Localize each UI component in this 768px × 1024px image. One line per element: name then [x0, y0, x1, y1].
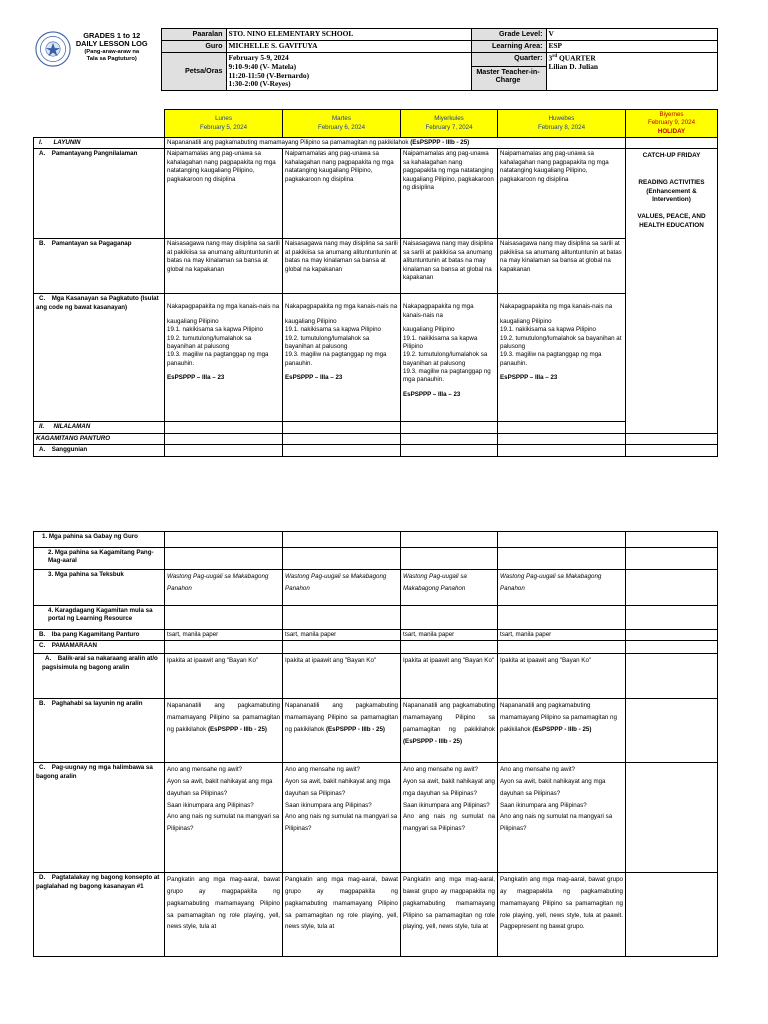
quarter-label: Quarter: — [471, 52, 546, 66]
c-tue: Nakapagpapakita ng mga kanais-nais na kaugaliang Pilipino 19.1. nakikisama sa kapwa Pilipino 19.2. tumutulong/lumalahok sa bayanihan at palusong 19.3. magiliw na pagtanggap ng mga panauhin. EsPSPPP – IIIa – 23 — [283, 294, 401, 422]
teksbuk-thu: Wastong Pag-uugali sa Makabagong Panahon — [498, 570, 626, 606]
master-teacher-value: Lilian D. Julian — [548, 62, 598, 72]
school-value: STO. NINO ELEMENTARY SCHOOL — [226, 29, 471, 41]
paghahabi-label: B. Paghahabi sa layunin ng aralin — [34, 699, 165, 763]
kagamitang-pang-mag-aaral-label: 2. Mga pahina sa Kagamitang Pang-Mag-aaral — [34, 548, 165, 570]
date-value — [226, 52, 471, 91]
teksbuk-label: 3. Mga pahina sa Teksbuk — [34, 570, 165, 606]
date-line: February 5-9, 2024 — [228, 52, 289, 62]
pamantayan-pagaganap-label: B. Pamantayan sa Pagaganap — [34, 239, 165, 294]
learning-resource-label: 4. Karagdagang Kagamitan mula sa portal ng Learning Resource — [34, 606, 165, 630]
pagtatalakay-thu: Pangkatin ang mga mag-aaral, bawat grupo ay magpapakita ng pagkamabuting mamamayang Pilipino sa pamamagitan ng role playing, yell, news style, tula at paawit. Pagpepresent ng bawat grupo. — [498, 873, 626, 957]
lesson-table-part1 — [33, 109, 717, 457]
gabay-guro-label: 1. Mga pahina sa Gabay ng Guro — [34, 532, 165, 548]
quarter-num: 3 — [548, 53, 553, 63]
log-subtitle-2: Tala sa Pagtuturo) — [86, 56, 137, 63]
pamantayang-pangnilalaman-label: A. Pamantayang Pangnilalaman — [34, 149, 165, 239]
header-block — [33, 28, 717, 91]
grades-text: GRADES 1 to 12 — [83, 30, 141, 40]
log-title: DAILY LESSON LOG — [75, 39, 148, 49]
deped-seal-icon — [35, 31, 71, 67]
iba-wed: tsart, manila paper — [401, 630, 498, 641]
a-thu: Naipamamalas ang pag-unawa sa kahalagahan nang pagpapakita ng mga natatanging kaugaliang Pilipino, pagkakaroon ng disiplina — [498, 149, 626, 239]
layunin-fri — [626, 138, 718, 149]
date-line: 11:20-11:50 (V-Bernardo) — [228, 70, 310, 80]
lesson-table-continued — [33, 531, 718, 957]
learning-area-label: Learning Area: — [471, 40, 546, 52]
header-table — [33, 28, 718, 91]
c-thu: Nakapagpapakita ng mga kanais-nais na kaugaliang Pilipino 19.1. nakikisama sa kapwa Pilipino 19.2. tumutulong/lumalahok sa bayanihan at palusong 19.3. magiliw na pagtanggap ng mga panauhin. EsPSPPP – IIIa – 23 — [498, 294, 626, 422]
pag-uugnay-wed: Ano ang mensahe ng awit? Ayon sa awit, bakit nahikayat ang mga dayuhan sa Pilipinas? Saan ikinumpara ang Pilipinas? Ano ang nais ng sumulat na mangyari sa Pilipinas? — [401, 763, 498, 873]
school-label: Paaralan — [161, 29, 226, 41]
b-thu: Naisasagawa nang may disiplina sa sarili at pakikiisa sa anumang alituntuntunin at batas na may kinalaman sa bansa at global na kapakanan — [498, 239, 626, 294]
teksbuk-tue: Wastong Pag-uugali sa Makabagong Panahon — [283, 570, 401, 606]
date-line: 1:30-2:00 (V-Reyes) — [228, 79, 291, 89]
balik-tue: Ipakita at ipaawit ang "Bayan Ko" — [283, 654, 401, 699]
pag-uugnay-label: C. Pag-uugnay ng mga halimbawa sa bagong aralin — [34, 763, 165, 873]
paghahabi-tue: Napananatili ang pagkamabuting mamamayang Pilipino sa pamamagitan ng pakikilahok (EsPSPPP - IIIb - 25) — [283, 699, 401, 763]
quarter-value — [546, 52, 717, 91]
pag-uugnay-mon: Ano ang mensahe ng awit? Ayon sa awit, bakit nahikayat ang mga dayuhan sa Pilipinas? Saan ikinumpara ang Pilipinas? Ano ang nais ng sumulat na mangyari sa Pilipinas? — [165, 763, 283, 873]
day-header-fri: Biyernes February 9, 2024 HOLIDAY — [626, 110, 718, 138]
pagtatalakay-tue: Pangkatin ang mga mag-aaral, bawat grupo ay magpapakita ng pagkamabuting mamamayang Pilipino sa pamamagitan ng role playing, yell, news style, tula at — [283, 873, 401, 957]
paghahabi-thu: Napananatili ang pagkamabuting mamamayang Pilipino sa pamamagitan ng pakikilahok (EsPSPPP - IIIb - 25) — [498, 699, 626, 763]
a-tue: Naipamamalas ang pag-unawa sa kahalagahan nang pagpapakita ng mga natatanging kaugaliang Pilipino, pagkakaroon ng disiplina — [283, 149, 401, 239]
pagtatalakay-mon: Pangkatin ang mga mag-aaral, bawat grupo ay magpapakita ng pagkamabuting mamamayang Pilipino sa pamamagitan ng role playing, yell, news style, tula at — [165, 873, 283, 957]
pagtatalakay-label: D. Pagtatalakay ng bagong konsepto at paglalahad ng bagong kasanayan #1 — [34, 873, 165, 957]
sanggunian-label: A. Sanggunian — [34, 445, 165, 456]
paghahabi-mon: Napananatili ang pagkamabuting mamamayang Pilipino sa pamamagitan ng pakikilahok (EsPSPPP - IIIb - 25) — [165, 699, 283, 763]
grade-level-label: Grade Level: — [471, 29, 546, 41]
log-subtitle-1: (Pang-araw-araw na — [84, 49, 140, 56]
nilalaman-label: II. NILALAMAN — [34, 422, 165, 433]
master-teacher-label: Master Teacher-in-Charge — [471, 66, 546, 90]
grade-level-value: V — [546, 29, 717, 41]
date-label: Petsa/Oras — [161, 52, 226, 91]
c-mon: Nakapagpapakita ng mga kanais-nais na kaugaliang Pilipino 19.1. nakikisama sa kapwa Pilipino 19.2. tumutulong/lumalahok sa bayanihan at palusong 19.3. magiliw na pagtanggap ng mga panauhin. EsPSPPP – IIIa – 23 — [165, 294, 283, 422]
balik-aral-label: A. Balik-aral sa nakaraang aralin at/o pagsisimula ng bagong aralin — [34, 654, 165, 699]
pag-uugnay-tue: Ano ang mensahe ng awit? Ayon sa awit, bakit nahikayat ang mga dayuhan sa Pilipinas? Saan ikinumpara ang Pilipinas? Ano ang nais ng sumulat na mangyari sa Pilipinas? — [283, 763, 401, 873]
b-tue: Naisasagawa nang may disiplina sa sarili at pakikiisa sa anumang alituntuntunin at batas na may kinalaman sa bansa at global na kapakanan — [283, 239, 401, 294]
learning-area-value: ESP — [546, 40, 717, 52]
iba-thu: tsart, manila paper — [498, 630, 626, 641]
c-wed: Nakapagpapakita ng mga kanais-nais na kaugaliang Pilipino 19.1. nakikisama sa kapwa Pilipino 19.2. tumutulong/lumalahok sa bayanihan at palusong 19.3. magiliw na pagtanggap ng mga panauhin. EsPSPPP – IIIa – 23 — [401, 294, 498, 422]
day-header-mon: Lunes February 5, 2024 — [165, 110, 283, 138]
paghahabi-wed: Napananatili ang pagkamabuting mamamayang Pilipino sa pamamagitan ng pakikilahok (EsPSPPP - IIIb - 25) — [401, 699, 498, 763]
iba-mon: tsart, manila paper — [165, 630, 283, 641]
b-mon: Naisasagawa nang may disiplina sa sarili at pakikiisa sa anumang alituntuntunin at batas na may kinalaman sa bansa at global na kapakanan — [165, 239, 283, 294]
teacher-label: Guro — [161, 40, 226, 52]
teacher-value: MICHELLE S. GAVITUYA — [226, 40, 471, 52]
grades-title-cell — [33, 29, 161, 91]
balik-thu: Ipakita at ipaawit ang "Bayan Ko" — [498, 654, 626, 699]
pag-uugnay-thu: Ano ang mensahe ng awit? Ayon sa awit, bakit nahikayat ang mga dayuhan sa Pilipinas? Saan ikinumpara ang Pilipinas? Ano ang nais ng sumulat na mangyari sa Pilipinas? — [498, 763, 626, 873]
pamamaraan-label: C. PAMAMARAAN — [34, 641, 165, 654]
iba-pang-kagamitan-label: B. Iba pang Kagamitang Panturo — [34, 630, 165, 641]
layunin-text: Napananatili ang pagkamabuting mamamayang Pilipino sa pamamagitan ng pakikilahok (EsPSPPP - IIIb - 25) — [165, 138, 626, 149]
pagtatalakay-wed: Pangkatin ang mga mag-aaral, bawat grupo ay magpapakita ng pagkamabuting mamamayang Pilipino sa pamamagitan ng role playing, yell, news style, tula at — [401, 873, 498, 957]
quarter-sup: rd — [552, 53, 558, 59]
kasanayan-label: C. Mga Kasanayan sa Pagkatuto (Isulat ang code ng bawat kasanayan) — [34, 294, 165, 422]
balik-wed: Ipakita at ipaawit ang "Bayan Ko" — [401, 654, 498, 699]
teksbuk-mon: Wastong Pag-uugali sa Makabagong Panahon — [165, 570, 283, 606]
iba-tue: tsart, manila paper — [283, 630, 401, 641]
corner-cell — [34, 110, 165, 138]
balik-mon: Ipakita at ipaawit ang "Bayan Ko" — [165, 654, 283, 699]
teksbuk-wed: Wastong Pag-uugali sa Makabagong Panahon — [401, 570, 498, 606]
a-mon: Naipamamalas ang pag-unawa sa kahalagahan nang pagpapakita ng mga natatanging kaugaliang Pilipino, pagkakaroon ng disiplina — [165, 149, 283, 239]
lesson-table — [33, 109, 718, 457]
friday-notes: CATCH-UP FRIDAY READING ACTIVITIES (Enhancement & Intervention) VALUES, PEACE, AND HEALTH EDUCATION — [626, 149, 718, 433]
date-line: 9:10-9:40 (V- Matela) — [228, 61, 297, 71]
b-wed: Naisasagawa nang may disiplina sa sarili at pakikiisa sa anumang alituntuntunin at batas na may kinalaman sa bansa at global na kapakanan — [401, 239, 498, 294]
day-header-thu: Huwebes February 8, 2024 — [498, 110, 626, 138]
a-wed: Naipamamalas ang pag-unawa sa kahalagahan nang pagpapakita ng mga natatanging kaugaliang Pilipino, pagkakaroon ng disiplina — [401, 149, 498, 239]
layunin-label: I. LAYUNIN — [34, 138, 165, 149]
day-header-wed: Miyerkules February 7, 2024 — [401, 110, 498, 138]
lesson-table-part2 — [33, 531, 717, 957]
day-header-tue: Martes February 6, 2024 — [283, 110, 401, 138]
quarter-rest: QUARTER — [557, 53, 596, 63]
kagamitan-label: KAGAMITANG PANTURO — [34, 433, 165, 444]
